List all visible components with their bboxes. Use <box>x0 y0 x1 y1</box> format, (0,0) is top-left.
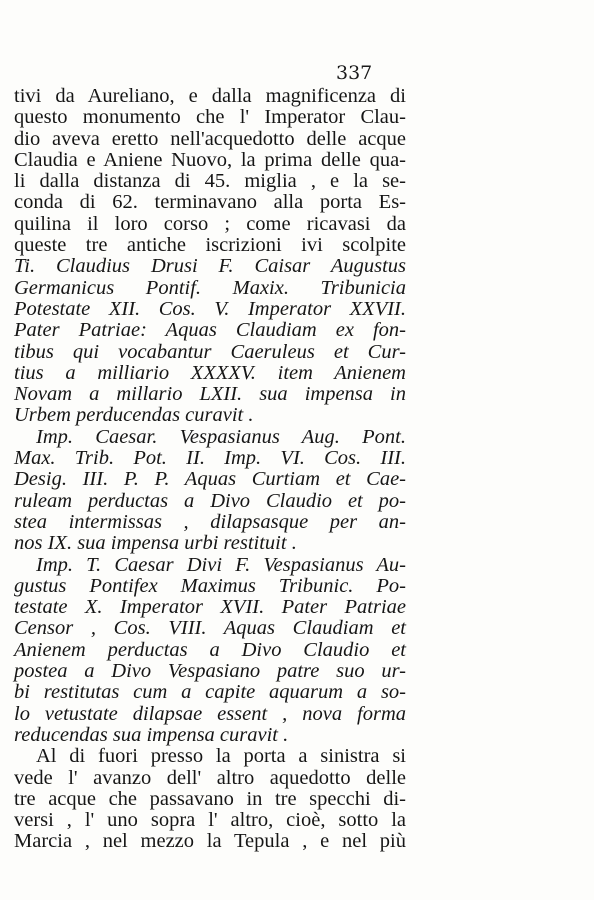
inscription-line: Germanicus Pontif. Maxix. Tribunicia <box>14 276 406 299</box>
inscription-line: stea intermissas , dilapsasque per an- <box>14 510 406 533</box>
inscription-line: Imp. Caesar. Vespasianus Aug. Pont. <box>36 425 406 448</box>
inscription-line: lo vetustate dilapsae essent , nova forma <box>14 702 406 725</box>
inscription-line: Imp. T. Caesar Divi F. Vespasianus Au- <box>36 553 406 576</box>
text-line: versi , l' uno sopra l' altro, cioè, sotto la <box>14 809 406 832</box>
inscription-line: Ti. Claudius Drusi F. Caisar Augustus <box>14 255 406 278</box>
inscription-line: Novam a millario LXII. sua impensa in <box>14 383 406 406</box>
text-line: li dalla distanza di 45. miglia , e la se- <box>14 170 406 193</box>
inscription-line: Censor , Cos. VIII. Aquas Claudiam et <box>14 617 406 640</box>
inscription-line: reducendas sua impensa curavit . <box>14 723 289 746</box>
text-line: questo monumento che l' Imperator Clau- <box>14 106 406 129</box>
inscription-line: Potestate XII. Cos. V. Imperator XXVII. <box>14 297 406 320</box>
inscription-line: Max. Trib. Pot. II. Imp. VI. Cos. III. <box>14 447 406 470</box>
inscription-line: Pater Patriae: Aquas Claudiam ex fon- <box>14 319 406 342</box>
inscription-line: ruleam perductas a Divo Claudio et po- <box>14 489 406 512</box>
text-line: Claudia e Aniene Nuovo, la prima delle qua- <box>14 148 406 171</box>
inscription-line: tibus qui vocabantur Caeruleus et Cur- <box>14 340 406 363</box>
inscription-line: Desig. III. P. P. Aquas Curtiam et Cae- <box>14 468 406 491</box>
inscription-line: nos IX. sua impensa urbi restituit . <box>14 532 297 555</box>
page-number: 337 <box>336 62 373 84</box>
inscription-line: postea a Divo Vespasiano patre suo ur- <box>14 660 406 683</box>
inscription-line: Anienem perductas a Divo Claudio et <box>14 638 406 661</box>
inscription-line: testate X. Imperator XVII. Pater Patriae <box>14 596 406 619</box>
text-line: tivi da Aureliano, e dalla magnificenza di <box>14 85 406 107</box>
body-text <box>14 86 406 853</box>
text-line: conda di 62. terminavano alla porta Es- <box>14 191 406 214</box>
text-line: quilina il loro corso ; come ricavasi da <box>14 212 406 235</box>
inscription-line: bi restitutas cum a capite aquarum a so- <box>14 681 406 704</box>
text-line: Marcia , nel mezzo la Tepula , e nel più <box>14 830 406 853</box>
inscription-line: Urbem perducendas curavit . <box>14 404 254 427</box>
text-line: Al di fuori presso la porta a sinistra si <box>36 745 406 768</box>
inscription-line: gustus Pontifex Maximus Tribunic. Po- <box>14 574 406 597</box>
inscription-line: tius a milliario XXXXV. item Anienem <box>14 361 406 384</box>
text-line: queste tre antiche iscrizioni ivi scolpite <box>14 234 406 257</box>
text-line: dio aveva eretto nell'acquedotto delle acque <box>14 127 406 150</box>
text-line: tre acque che passavano in tre specchi di- <box>14 787 406 810</box>
text-line: vede l' avanzo dell' altro aquedotto delle <box>14 766 406 789</box>
